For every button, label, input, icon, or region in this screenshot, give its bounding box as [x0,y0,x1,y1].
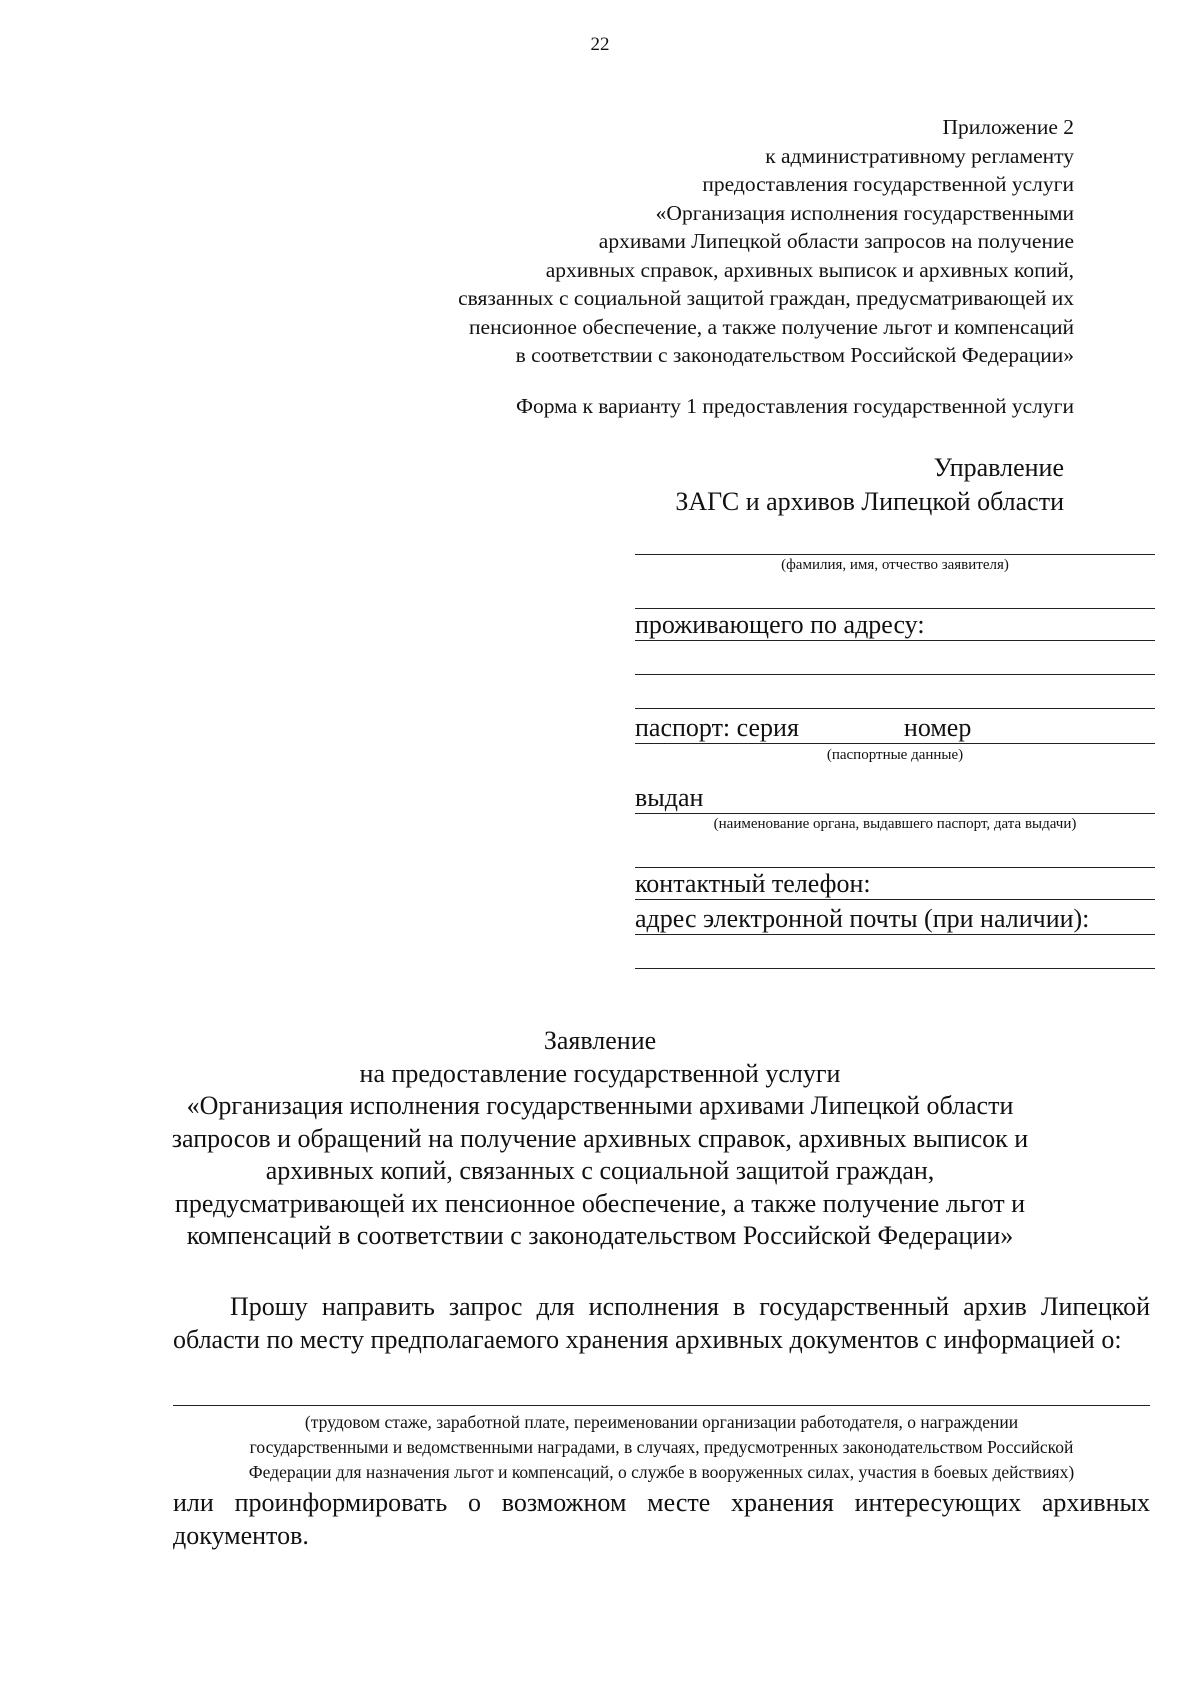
statement-subtitle-line: компенсаций в соответствии с законодательством Российской Федерации» [186,1221,1014,1250]
statement-subtitle-line: предусматривающей их пенсионное обеспечение, а также получение льгот и [174,1188,1026,1218]
address-field[interactable] [635,610,1155,641]
appendix-line: пенсионное обеспечение, а также получение льгот и компенсаций [469,314,1074,339]
email-label: адрес электронной почты (при наличии): [635,904,1090,933]
applicant-name-field-2[interactable] [635,576,1155,609]
statement-subtitle-line: на предоставление государственной услуги [359,1058,841,1088]
request-info-hint-line: Федерации для назначения льгот и компенсаций, о службе в вооруженных силах, участия в боевых действиях) [248,1462,1075,1482]
appendix-line: предоставления государственной услуги [702,172,1074,196]
statement-title [150,1025,1050,1253]
address-field-2[interactable] [635,644,1155,675]
request-info-hint-line: государственными и ведомственными наградами, в случаях, предусмотренных законодательством Российской [249,1437,1074,1457]
page-number: 22 [590,34,610,55]
phone-field[interactable] [635,869,1155,900]
phone-label: контактный телефон: [635,869,871,898]
recipient-block [675,451,1064,519]
statement-heading: Заявление [543,1026,657,1055]
statement-subtitle-line: архивных копий, связанных с социальной защитой граждан, [265,1156,935,1185]
address-field-3[interactable] [635,678,1155,709]
appendix-line: архивами Липецкой области запросов на получение [598,229,1074,253]
statement-subtitle-line: запросов и обращений на получение архивных справок, архивных выписок и [171,1123,1029,1153]
appendix-line: «Организация исполнения государственными [655,200,1074,225]
recipient-line-1: Управление [933,453,1064,482]
appendix-line: Приложение 2 [942,115,1074,139]
passport-series-label: паспорт: серия [635,713,799,742]
issued-field-2[interactable] [635,836,1155,868]
appendix-header [314,113,1074,370]
issued-field[interactable] [635,783,1155,814]
email-field-2[interactable] [635,938,1155,969]
statement-subtitle-line: «Организация исполнения государственными архивами Липецкой области [186,1091,1014,1120]
request-info-hint-line: (трудовом стаже, заработной плате, переименовании организации работодателя, о награждении [304,1412,1019,1432]
request-info-field[interactable] [173,1405,1150,1406]
applicant-name-hint: (фамилия, имя, отчество заявителя) [781,557,1009,573]
recipient-line-2: ЗАГС и архивов Липецкой области [675,487,1064,516]
appendix-line: связанных с социальной защитой граждан, предусматривающей их [458,286,1074,310]
passport-field[interactable] [635,713,1155,744]
email-field[interactable] [635,904,1155,935]
appendix-line: архивных справок, архивных выписок и архивных копий, [545,257,1074,282]
issued-label: выдан [635,783,704,812]
passport-number-label: номер [903,713,972,742]
address-label: проживающего по адресу: [635,610,925,639]
form-variant-note: Форма к варианту 1 предоставления государственной услуги [515,394,1074,418]
appendix-line: к административному регламенту [765,143,1074,168]
request-paragraph: Прошу направить запрос для исполнения в государственный архив Липецкой области по месту предполагаемого хранения архивных документов с информацией о: [173,1292,1150,1354]
closing-paragraph: или проинформировать о возможном месте хранения интересующих архивных документов. [173,1488,1150,1550]
applicant-name-field[interactable] [635,520,1155,555]
appendix-line: в соответствии с законодательством Российской Федерации» [515,343,1074,367]
passport-hint: (паспортные данные) [826,747,964,763]
issued-hint: (наименование органа, выдавшего паспорт, дата выдачи) [713,816,1077,832]
request-info-hint [173,1410,1150,1485]
